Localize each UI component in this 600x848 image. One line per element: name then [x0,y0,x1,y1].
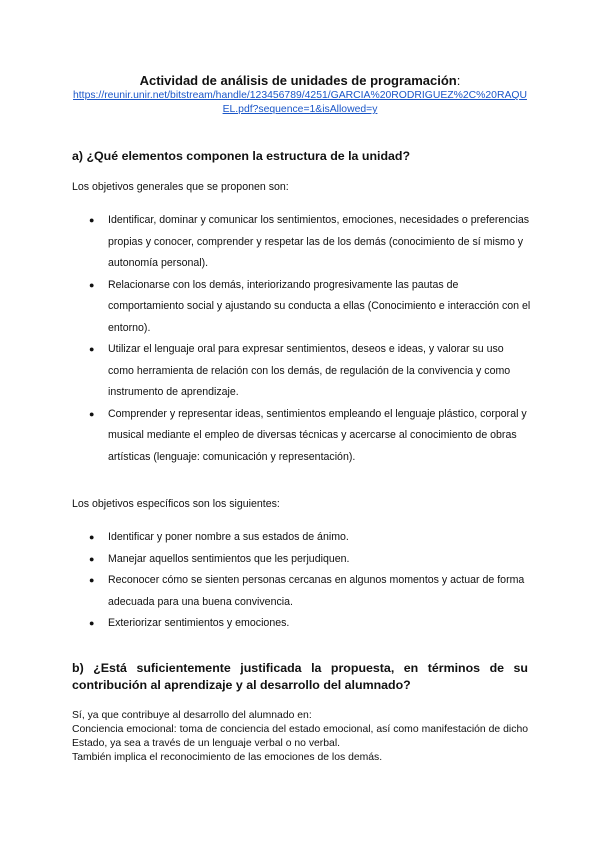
specific-objectives-list [72,527,532,635]
bullet-icon: ● [89,575,95,585]
document-title: Actividad de análisis de unidades de programación: [139,73,461,88]
list-item: ● Identificar, dominar y comunicar los sentimientos, emociones, necesidades o preferencias propias y conocer, comprender y respetar las de los demás (conocimiento de sí mismo y autonomía personal). [72,210,532,275]
section-b-body [72,709,528,765]
title-block [72,72,528,117]
section-a-heading: a) ¿Qué elementos componen la estructura de la unidad? [72,149,411,163]
list-item: ● Exteriorizar sentimientos y emociones. [72,613,532,635]
section-b-line: También implica el reconocimiento de las emociones de los demás. [72,752,383,763]
list-item: ● Utilizar el lenguaje oral para expresar sentimientos, deseos e ideas, y valorar su uso como herramienta de relación con los demás, de regulación de la convivencia y como instrumento de aprendizaje. [72,339,532,404]
list-item: ● Relacionarse con los demás, interiorizando progresivamente las pautas de comportamiento social y ajustando su conducta a ellas (Conocimiento e interacción con el entorno). [72,275,532,340]
list-item: ● Manejar aquellos sentimientos que les perjudiquen. [72,549,532,571]
bullet-icon: ● [89,344,95,354]
section-b-line: Sí, ya que contribuye al desarrollo del alumnado en: [72,710,312,721]
bullet-icon: ● [89,279,95,290]
source-link[interactable]: https://reunir.unir.net/bitstream/handle/123456789/4251/GARCIA%20RODRIGUEZ%2C%20RAQUEL.pdf?sequence=1&isAllowed=y [73,90,527,115]
bullet-icon: ● [89,532,95,542]
list-item: ● Reconocer cómo se sienten personas cercanas en algunos momentos y actuar de forma adecuada para una buena convivencia. [72,570,532,613]
section-b-line: Conciencia emocional: toma de conciencia del estado emocional, así como manifestación de dicho Estado, ya sea a través de un lenguaje verbal o no verbal. [72,724,528,749]
specific-objectives-intro: Los objetivos específicos son los siguientes: [72,498,280,510]
bullet-icon: ● [89,215,95,225]
bullet-icon: ● [89,553,95,564]
list-item: ● Identificar y poner nombre a sus estados de ánimo. [72,527,532,549]
bullet-icon: ● [89,618,95,628]
section-b-heading: b) ¿Está suficientemente justificada la propuesta, en términos de su contribución al aprendizaje y al desarrollo del alumnado? [72,661,528,692]
general-objectives-intro: Los objetivos generales que se proponen son: [72,181,289,193]
general-objectives-list [72,210,532,468]
list-item: ● Comprender y representar ideas, sentimientos empleando el lenguaje plástico, corporal y musical mediante el empleo de diversas técnicas y acercarse al conocimiento de obras artísticas (lenguaje: comunicación y representación). [72,404,532,469]
bullet-icon: ● [89,408,95,419]
